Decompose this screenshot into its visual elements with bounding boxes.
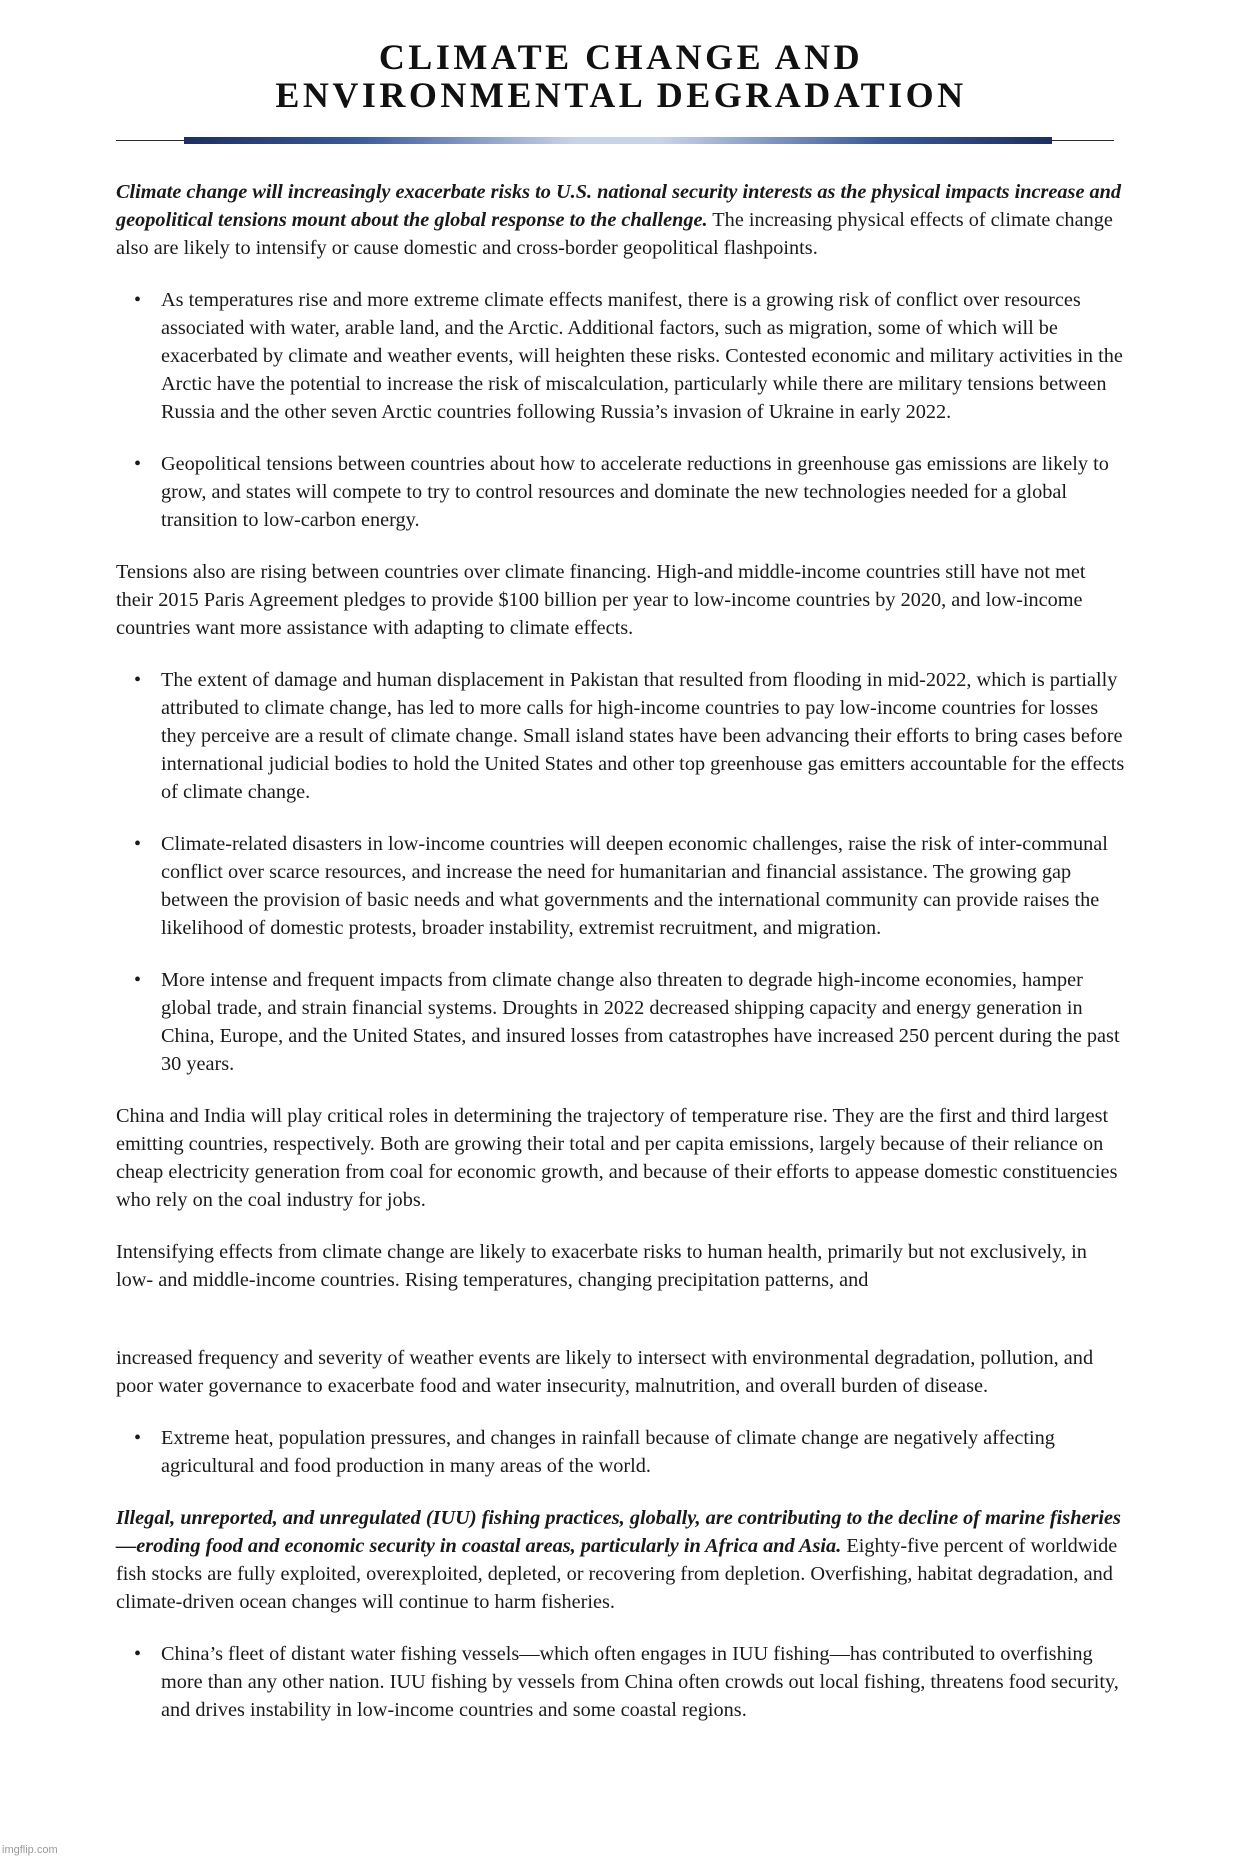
bullet-list-4 xyxy=(116,1640,1126,1724)
page-title-line-2: ENVIRONMENTAL DEGRADATION xyxy=(275,75,967,115)
bullet-icon: • xyxy=(134,1643,142,1665)
imgflip-watermark: imgflip.com xyxy=(2,1844,58,1856)
list-item xyxy=(116,830,1126,942)
bullet-list-3 xyxy=(116,1424,1126,1480)
page-title-line-1: CLIMATE CHANGE AND xyxy=(378,37,864,77)
paragraph-iuu-fishing-rest: Eighty-five percent of worldwide fish stocks are fully exploited, overexploited, depleted, or recovering from depletion. Overfishing, habitat degradation, and climate-driven ocean changes will continue to harm fisheries. xyxy=(116,1535,1118,1613)
list-item xyxy=(116,450,1126,534)
bullet-list-2 xyxy=(116,666,1126,1078)
list-item-text: Extreme heat, population pressures, and changes in rainfall because of climate change are negatively affecting agricultural and food production in many areas of the world. xyxy=(161,1427,1055,1477)
list-item-text: Geopolitical tensions between countries about how to accelerate reductions in greenhouse gas emissions are likely to grow, and states will compete to try to control resources and dominate the new technologies needed for a global transition to low-carbon energy. xyxy=(161,453,1109,531)
title-divider xyxy=(116,137,1114,143)
page-title xyxy=(0,38,1242,114)
list-item xyxy=(116,1640,1126,1724)
paragraph-intro-lead: Climate change will increasingly exacerbate risks to U.S. national security interests as the physical impacts increase and geopolitical tensions mount about the global response to the challenge. xyxy=(116,181,1122,231)
list-item xyxy=(116,666,1126,806)
paragraph-human-health-continued: increased frequency and severity of weather events are likely to intersect with environmental degradation, pollution, and poor water governance to exacerbate food and water insecurity, malnutrition, and overall burden of disease. xyxy=(116,1347,1094,1397)
paragraph-intro xyxy=(116,178,1126,262)
list-item-text: The extent of damage and human displacement in Pakistan that resulted from flooding in mid-2022, which is partially attributed to climate change, has led to more calls for high-income countries to pay low-income countries for losses they perceive are a result of climate change. Small island states have been advancing their efforts to bring cases before international judicial bodies to hold the United States and other top greenhouse gas emitters accountable for the effects of climate change. xyxy=(161,669,1125,803)
paragraph-iuu-fishing-lead: Illegal, unreported, and unregulated (IUU) fishing practices, globally, are contributing to the decline of marine fisheries—eroding food and economic security in coastal areas, particularly in Africa and Asia. xyxy=(116,1507,1121,1557)
bullet-icon: • xyxy=(134,833,142,855)
list-item-text: More intense and frequent impacts from climate change also threaten to degrade high-income economies, hamper global trade, and strain financial systems. Droughts in 2022 decreased shipping capacity and energy generation in China, Europe, and the United States, and insured losses from catastrophes have increased 250 percent during the past 30 years. xyxy=(161,969,1120,1075)
document-body xyxy=(116,178,1126,1748)
bullet-icon: • xyxy=(134,289,142,311)
list-item-text: China’s fleet of distant water fishing vessels—which often engages in IUU fishing—has contributed to overfishing more than any other nation. IUU fishing by vessels from China often crowds out local fishing, threatens food security, and drives instability in low-income countries and some coastal regions. xyxy=(161,1643,1119,1721)
bullet-icon: • xyxy=(134,969,142,991)
bullet-icon: • xyxy=(134,1427,142,1449)
bullet-icon: • xyxy=(134,669,142,691)
list-item xyxy=(116,1424,1126,1480)
list-item-text: Climate-related disasters in low-income countries will deepen economic challenges, raise the risk of inter-communal conflict over scarce resources, and increase the need for humanitarian and financial assistance. The growing gap between the provision of basic needs and what governments and the international community can provide raises the likelihood of domestic protests, broader instability, extremist recruitment, and migration. xyxy=(161,833,1108,939)
title-divider-gradient-bar xyxy=(184,137,1052,144)
paragraph-climate-financing: Tensions also are rising between countries over climate financing. High-and middle-income countries still have not met their 2015 Paris Agreement pledges to provide $100 billion per year to low-income countries by 2020, and low-income countries want more assistance with adapting to climate effects. xyxy=(116,561,1086,639)
list-item xyxy=(116,286,1126,426)
bullet-list-1 xyxy=(116,286,1126,534)
list-item-text: As temperatures rise and more extreme climate effects manifest, there is a growing risk of conflict over resources associated with water, arable land, and the Arctic. Additional factors, such as migration, some of which will be exacerbated by climate and weather events, will heighten these risks. Contested economic and military activities in the Arctic have the potential to increase the risk of miscalculation, particularly while there are military tensions between Russia and the other seven Arctic countries following Russia’s invasion of Ukraine in early 2022. xyxy=(161,289,1123,423)
bullet-icon: • xyxy=(134,453,142,475)
paragraph-china-india: China and India will play critical roles in determining the trajectory of temperature rise. They are the first and third largest emitting countries, respectively. Both are growing their total and per capita emissions, largely because of their reliance on cheap electricity generation from coal for economic growth, and because of their efforts to appease domestic constituencies who rely on the coal industry for jobs. xyxy=(116,1105,1118,1211)
paragraph-iuu-fishing xyxy=(116,1504,1126,1616)
paragraph-intro-rest: The increasing physical effects of climate change also are likely to intensify or cause domestic and cross-border geopolitical flashpoints. xyxy=(116,209,1113,259)
paragraph-human-health: Intensifying effects from climate change are likely to exacerbate risks to human health, primarily but not exclusively, in low- and middle-income countries. Rising temperatures, changing precipitation patterns, and xyxy=(116,1241,1087,1291)
list-item xyxy=(116,966,1126,1078)
